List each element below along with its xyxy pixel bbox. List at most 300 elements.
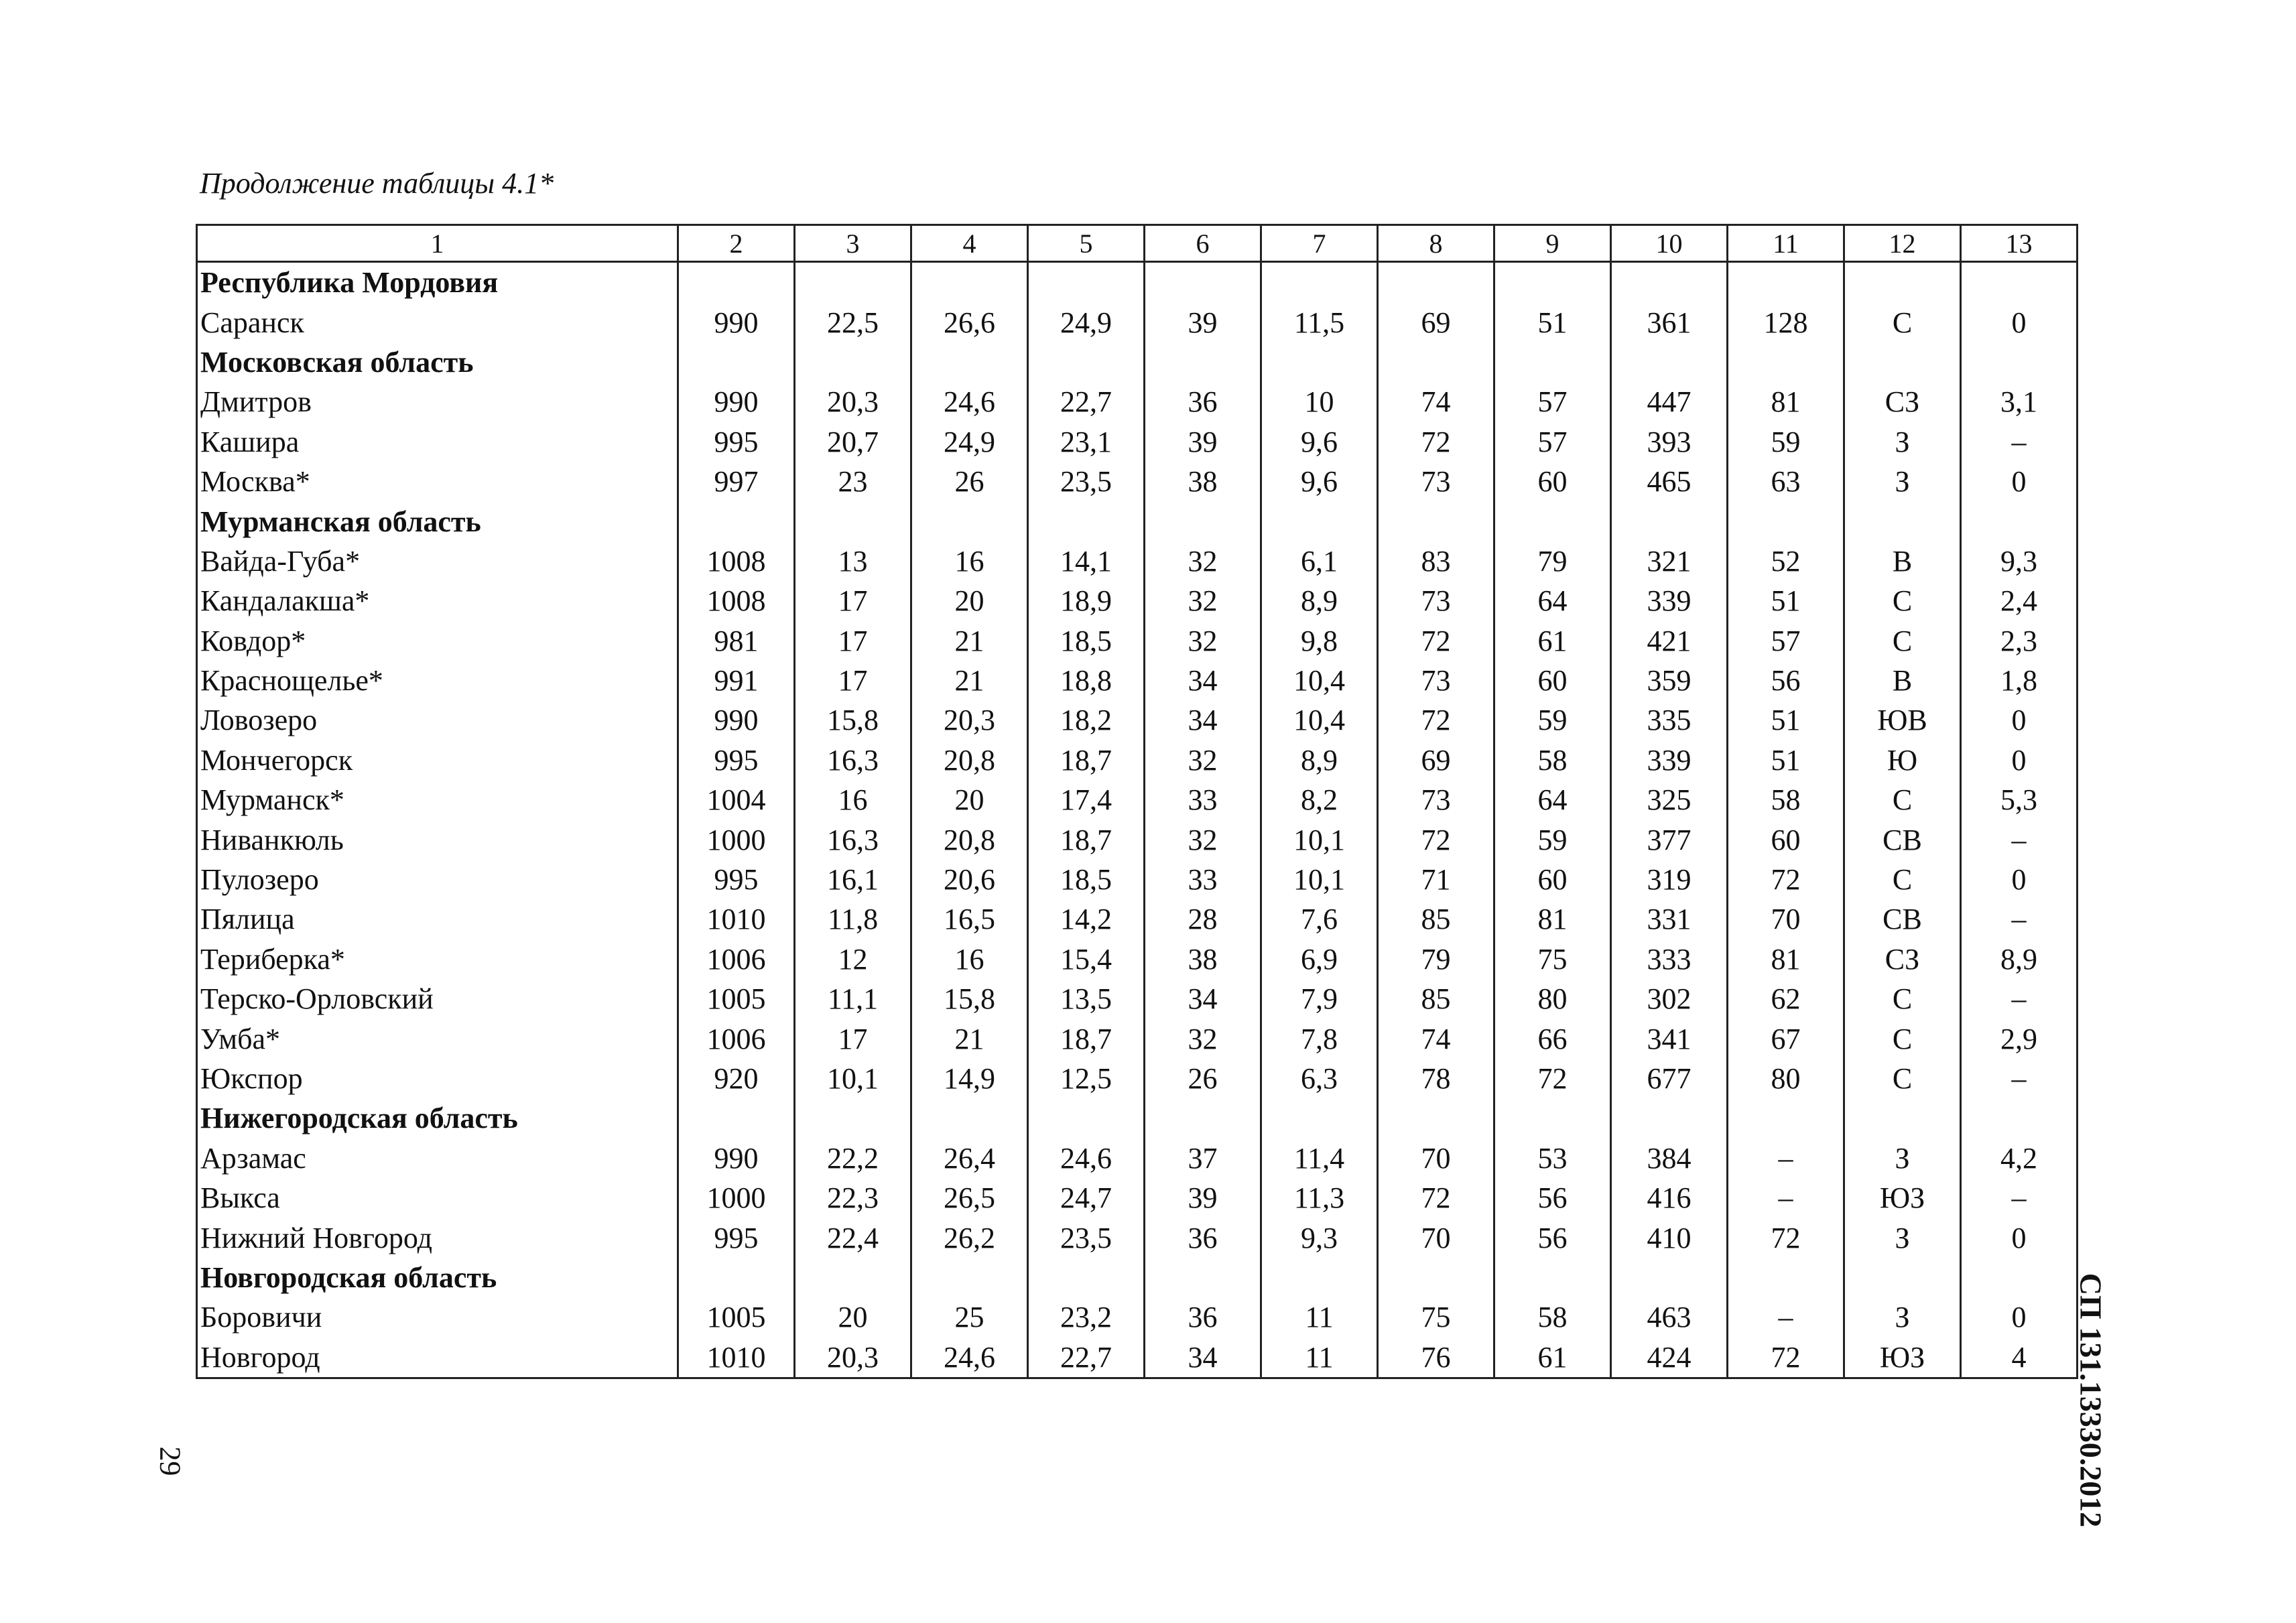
table-cell: 7,6 — [1261, 899, 1378, 939]
table-row — [197, 700, 2078, 740]
table-cell: 51 — [1728, 581, 1844, 621]
table-cell: 20 — [795, 1297, 911, 1337]
table-cell: 319 — [1611, 860, 1728, 899]
table-cell: 1005 — [678, 1297, 795, 1337]
table-cell: 339 — [1611, 581, 1728, 621]
table-cell: 23,2 — [1028, 1297, 1145, 1337]
table-cell: 18,7 — [1028, 740, 1145, 780]
table-cell: 393 — [1611, 422, 1728, 462]
header-cell: 1 — [197, 225, 678, 262]
table-cell: 6,9 — [1261, 939, 1378, 979]
table-cell: 24,6 — [1028, 1139, 1145, 1178]
table-cell: 20,3 — [795, 382, 911, 421]
table-cell: 72 — [1728, 1338, 1844, 1378]
header-cell: 13 — [1961, 225, 2078, 262]
table-cell: 72 — [1728, 1218, 1844, 1257]
table-cell — [1728, 1258, 1844, 1297]
table-cell: 72 — [1728, 860, 1844, 899]
table-cell — [1728, 342, 1844, 382]
table-cell: З — [1844, 1297, 1961, 1337]
region-name: Новгородская область — [197, 1258, 678, 1297]
city-name: Вайда-Губа* — [197, 541, 678, 581]
header-cell: 12 — [1844, 225, 1961, 262]
table-cell: В — [1844, 661, 1961, 700]
table-row — [197, 1059, 2078, 1098]
table-cell: 59 — [1494, 820, 1611, 859]
table-cell: 18,9 — [1028, 581, 1145, 621]
table-cell: 85 — [1378, 899, 1494, 939]
table-cell: 9,8 — [1261, 621, 1378, 661]
city-name: Нижний Новгород — [197, 1218, 678, 1257]
table-cell: 10,1 — [1261, 860, 1378, 899]
table-cell: 981 — [678, 621, 795, 661]
table-row — [197, 382, 2078, 421]
table-cell: 56 — [1728, 661, 1844, 700]
table-row — [197, 820, 2078, 859]
table-cell: 32 — [1145, 581, 1261, 621]
table-cell: 83 — [1378, 541, 1494, 581]
table-cell — [1378, 1098, 1494, 1138]
table-cell: 23,5 — [1028, 1218, 1145, 1257]
table-cell: 32 — [1145, 621, 1261, 661]
table-cell: 81 — [1728, 939, 1844, 979]
table-cell: 325 — [1611, 780, 1728, 820]
table-row — [197, 1297, 2078, 1337]
table-cell — [1028, 1258, 1145, 1297]
city-name: Териберка* — [197, 939, 678, 979]
table-cell: 22,2 — [795, 1139, 911, 1178]
table-cell: 39 — [1145, 1178, 1261, 1218]
table-row — [197, 1178, 2078, 1218]
table-cell: 26 — [911, 462, 1028, 501]
table-cell: 73 — [1378, 581, 1494, 621]
table-cell: 1000 — [678, 820, 795, 859]
region-name: Мурманская область — [197, 501, 678, 541]
table-cell: 410 — [1611, 1218, 1728, 1257]
table-cell: 73 — [1378, 661, 1494, 700]
table-cell: 2,9 — [1961, 1019, 2078, 1058]
table-cell: 32 — [1145, 740, 1261, 780]
table-cell: 335 — [1611, 700, 1728, 740]
table-cell: 10 — [1261, 382, 1378, 421]
table-cell: 53 — [1494, 1139, 1611, 1178]
table-cell: 26,2 — [911, 1218, 1028, 1257]
table-cell: 74 — [1378, 382, 1494, 421]
region-row — [197, 1098, 2078, 1138]
table-cell — [1261, 1098, 1378, 1138]
table-cell: 17 — [795, 1019, 911, 1058]
table-cell: 61 — [1494, 1338, 1611, 1378]
table-cell: 81 — [1494, 899, 1611, 939]
table-row — [197, 462, 2078, 501]
table-cell: 56 — [1494, 1178, 1611, 1218]
table-cell — [1261, 1258, 1378, 1297]
table-row — [197, 1019, 2078, 1058]
table-cell: 14,9 — [911, 1059, 1028, 1098]
table-cell: 18,5 — [1028, 860, 1145, 899]
city-name: Кашира — [197, 422, 678, 462]
table-cell: 57 — [1728, 621, 1844, 661]
table-cell: 20,3 — [795, 1338, 911, 1378]
city-name: Пулозеро — [197, 860, 678, 899]
city-name: Мончегорск — [197, 740, 678, 780]
table-cell — [1611, 1258, 1728, 1297]
table-cell: С — [1844, 979, 1961, 1019]
table-cell: 10,1 — [1261, 820, 1378, 859]
table-cell: 4,2 — [1961, 1139, 2078, 1178]
table-cell — [1494, 501, 1611, 541]
table-cell: С — [1844, 581, 1961, 621]
table-cell: 1006 — [678, 1019, 795, 1058]
table-cell: 11,5 — [1261, 302, 1378, 342]
table-cell: 26,5 — [911, 1178, 1028, 1218]
table-cell: С — [1844, 860, 1961, 899]
table-cell: 72 — [1378, 700, 1494, 740]
table-cell: 6,3 — [1261, 1059, 1378, 1098]
table-cell: – — [1728, 1297, 1844, 1337]
table-cell — [1028, 342, 1145, 382]
table-cell: 10,1 — [795, 1059, 911, 1098]
table-cell: 991 — [678, 661, 795, 700]
region-row — [197, 262, 2078, 303]
table-cell: 34 — [1145, 661, 1261, 700]
table-cell: 677 — [1611, 1059, 1728, 1098]
page-number: 29 — [153, 1446, 187, 1476]
table-cell — [1261, 262, 1378, 303]
table-cell: 61 — [1494, 621, 1611, 661]
table-cell: – — [1728, 1139, 1844, 1178]
table-cell: 20,6 — [911, 860, 1028, 899]
table-cell: 66 — [1494, 1019, 1611, 1058]
table-cell — [1844, 262, 1961, 303]
table-cell: 11,8 — [795, 899, 911, 939]
table-cell: 11 — [1261, 1338, 1378, 1378]
table-cell: З — [1844, 1218, 1961, 1257]
table-cell: – — [1728, 1178, 1844, 1218]
region-name: Республика Мордовия — [197, 262, 678, 303]
table-cell: З — [1844, 462, 1961, 501]
table-cell: – — [1961, 820, 2078, 859]
table-cell: 6,1 — [1261, 541, 1378, 581]
table-cell: 1010 — [678, 899, 795, 939]
table-cell: 25 — [911, 1297, 1028, 1337]
table-cell: С — [1844, 1019, 1961, 1058]
table-cell: 23,5 — [1028, 462, 1145, 501]
table-cell — [1728, 501, 1844, 541]
table-cell: С — [1844, 302, 1961, 342]
table-cell: 23 — [795, 462, 911, 501]
city-name: Умба* — [197, 1019, 678, 1058]
table-cell — [1378, 1258, 1494, 1297]
table-cell: Ю — [1844, 740, 1961, 780]
table-cell: 0 — [1961, 1297, 2078, 1337]
table-cell — [1844, 342, 1961, 382]
table-cell: 75 — [1494, 939, 1611, 979]
table-cell — [1844, 1258, 1961, 1297]
table-cell: 997 — [678, 462, 795, 501]
table-cell: 9,3 — [1261, 1218, 1378, 1257]
table-cell: 0 — [1961, 740, 2078, 780]
table-cell: 72 — [1494, 1059, 1611, 1098]
table-cell: 13 — [795, 541, 911, 581]
city-name: Краснощелье* — [197, 661, 678, 700]
table-cell — [1028, 262, 1145, 303]
table-cell: 14,1 — [1028, 541, 1145, 581]
table-cell: 1005 — [678, 979, 795, 1019]
table-cell: 995 — [678, 860, 795, 899]
table-cell: 331 — [1611, 899, 1728, 939]
table-cell: 20,8 — [911, 820, 1028, 859]
table-cell — [795, 262, 911, 303]
table-row — [197, 581, 2078, 621]
table-cell — [1261, 342, 1378, 382]
table-cell: 36 — [1145, 1297, 1261, 1337]
table-cell — [678, 1098, 795, 1138]
table-row — [197, 979, 2078, 1019]
table-cell: 28 — [1145, 899, 1261, 939]
table-cell: – — [1961, 422, 2078, 462]
table-cell: 17 — [795, 661, 911, 700]
table-cell: 60 — [1494, 860, 1611, 899]
table-cell: 24,9 — [911, 422, 1028, 462]
region-row — [197, 501, 2078, 541]
table-cell: В — [1844, 541, 1961, 581]
table-row — [197, 1338, 2078, 1378]
table-cell — [1961, 1258, 2078, 1297]
table-cell: 58 — [1728, 780, 1844, 820]
header-cell: 3 — [795, 225, 911, 262]
table-cell: 15,4 — [1028, 939, 1145, 979]
table-cell: 15,8 — [911, 979, 1028, 1019]
region-name: Московская область — [197, 342, 678, 382]
table-cell: 60 — [1494, 462, 1611, 501]
table-cell: 21 — [911, 661, 1028, 700]
table-cell: 18,8 — [1028, 661, 1145, 700]
table-cell: 20,3 — [911, 700, 1028, 740]
table-cell: 70 — [1378, 1218, 1494, 1257]
table-cell: 0 — [1961, 860, 2078, 899]
table-cell: 73 — [1378, 462, 1494, 501]
table-cell: 32 — [1145, 541, 1261, 581]
table-cell: 71 — [1378, 860, 1494, 899]
table-cell: 51 — [1494, 302, 1611, 342]
table-cell — [1611, 501, 1728, 541]
table-cell: 3,1 — [1961, 382, 2078, 421]
table-cell: 11,1 — [795, 979, 911, 1019]
table-cell: 990 — [678, 700, 795, 740]
table-cell: 995 — [678, 422, 795, 462]
table-cell — [911, 1098, 1028, 1138]
table-cell: – — [1961, 899, 2078, 939]
table-cell — [1494, 1258, 1611, 1297]
table-cell — [1961, 262, 2078, 303]
table-cell: 11,3 — [1261, 1178, 1378, 1218]
table-cell: 72 — [1378, 1178, 1494, 1218]
table-cell: 73 — [1378, 780, 1494, 820]
table-cell: 2,4 — [1961, 581, 2078, 621]
table-cell: 7,9 — [1261, 979, 1378, 1019]
table-cell: 56 — [1494, 1218, 1611, 1257]
table-cell: 1006 — [678, 939, 795, 979]
table-cell — [1028, 1098, 1145, 1138]
table-row — [197, 302, 2078, 342]
table-row — [197, 422, 2078, 462]
table-cell: 359 — [1611, 661, 1728, 700]
table-cell: 52 — [1728, 541, 1844, 581]
table-cell: 16,1 — [795, 860, 911, 899]
table-cell: 26 — [1145, 1059, 1261, 1098]
city-name: Выкса — [197, 1178, 678, 1218]
table-cell — [795, 1098, 911, 1138]
table-cell: 22,3 — [795, 1178, 911, 1218]
table-cell: 0 — [1961, 302, 2078, 342]
table-row — [197, 661, 2078, 700]
table-cell — [1961, 1098, 2078, 1138]
table-cell: 15,8 — [795, 700, 911, 740]
table-cell: СЗ — [1844, 939, 1961, 979]
table-cell: 78 — [1378, 1059, 1494, 1098]
region-row — [197, 342, 2078, 382]
table-cell: 16,3 — [795, 740, 911, 780]
table-cell: 0 — [1961, 462, 2078, 501]
table-cell — [911, 342, 1028, 382]
table-cell: 16 — [911, 939, 1028, 979]
table-cell: 80 — [1494, 979, 1611, 1019]
table-cell: 60 — [1728, 820, 1844, 859]
table-cell: 341 — [1611, 1019, 1728, 1058]
header-row — [197, 225, 2078, 262]
table-cell: 990 — [678, 382, 795, 421]
table-cell: 416 — [1611, 1178, 1728, 1218]
table-cell: 39 — [1145, 302, 1261, 342]
table-cell: 1004 — [678, 780, 795, 820]
city-name: Ниванкюль — [197, 820, 678, 859]
table-cell: 18,7 — [1028, 820, 1145, 859]
table-cell: С — [1844, 621, 1961, 661]
table-cell: 60 — [1494, 661, 1611, 700]
table-row — [197, 1139, 2078, 1178]
table-cell — [678, 342, 795, 382]
table-cell: 70 — [1378, 1139, 1494, 1178]
table-cell: 5,3 — [1961, 780, 2078, 820]
table-cell: 377 — [1611, 820, 1728, 859]
table-cell: 447 — [1611, 382, 1728, 421]
document-code: СП 131.13330.2012 — [2074, 1273, 2108, 1528]
table-cell: 24,6 — [911, 382, 1028, 421]
city-name: Дмитров — [197, 382, 678, 421]
city-name: Ловозеро — [197, 700, 678, 740]
table-cell: 22,7 — [1028, 382, 1145, 421]
table-cell: 70 — [1728, 899, 1844, 939]
table-cell: 51 — [1728, 740, 1844, 780]
table-cell: 20 — [911, 581, 1028, 621]
table-row — [197, 621, 2078, 661]
table-caption: Продолжение таблицы 4.1* — [200, 167, 554, 200]
table-row — [197, 740, 2078, 780]
table-cell: 17 — [795, 621, 911, 661]
city-name: Ковдор* — [197, 621, 678, 661]
table-cell: 990 — [678, 1139, 795, 1178]
table-cell — [678, 1258, 795, 1297]
table-cell — [911, 262, 1028, 303]
table-cell — [1145, 1098, 1261, 1138]
table-cell: 80 — [1728, 1059, 1844, 1098]
table-cell: 384 — [1611, 1139, 1728, 1178]
city-name: Арзамас — [197, 1139, 678, 1178]
table-cell — [1494, 262, 1611, 303]
table-cell: З — [1844, 422, 1961, 462]
table-cell: 18,5 — [1028, 621, 1145, 661]
table-cell: 302 — [1611, 979, 1728, 1019]
table-cell: 57 — [1494, 422, 1611, 462]
table-cell: 4 — [1961, 1338, 2078, 1378]
city-name: Москва* — [197, 462, 678, 501]
table-cell — [1145, 262, 1261, 303]
table-cell: 9,3 — [1961, 541, 2078, 581]
table-cell: ЮВ — [1844, 700, 1961, 740]
table-cell: 0 — [1961, 700, 2078, 740]
table-cell: 17 — [795, 581, 911, 621]
table-cell: 22,5 — [795, 302, 911, 342]
table-cell: 20 — [911, 780, 1028, 820]
table-cell: 33 — [1145, 780, 1261, 820]
table-cell: 72 — [1378, 621, 1494, 661]
table-cell: 38 — [1145, 462, 1261, 501]
table-cell: 1000 — [678, 1178, 795, 1218]
table-cell: 11 — [1261, 1297, 1378, 1337]
table-cell — [1261, 501, 1378, 541]
city-name: Кандалакша* — [197, 581, 678, 621]
table-cell: 16 — [795, 780, 911, 820]
table-cell — [1028, 501, 1145, 541]
table-cell: 465 — [1611, 462, 1728, 501]
table-cell: 8,9 — [1261, 740, 1378, 780]
table-cell — [795, 501, 911, 541]
table-cell: З — [1844, 1139, 1961, 1178]
table-cell: 17,4 — [1028, 780, 1145, 820]
table-cell: 32 — [1145, 820, 1261, 859]
region-row — [197, 1258, 2078, 1297]
table-cell: 69 — [1378, 302, 1494, 342]
table-cell: 58 — [1494, 1297, 1611, 1337]
table-cell: 22,4 — [795, 1218, 911, 1257]
table-row — [197, 780, 2078, 820]
table-cell: 1008 — [678, 581, 795, 621]
city-name: Пялица — [197, 899, 678, 939]
table-cell: 13,5 — [1028, 979, 1145, 1019]
table-cell: – — [1961, 1178, 2078, 1218]
table-cell: 26,4 — [911, 1139, 1028, 1178]
table-cell: 23,1 — [1028, 422, 1145, 462]
table-cell — [1378, 342, 1494, 382]
table-cell: 24,9 — [1028, 302, 1145, 342]
table-cell: СВ — [1844, 899, 1961, 939]
table-cell: 69 — [1378, 740, 1494, 780]
table-cell — [795, 1258, 911, 1297]
table-cell: 8,2 — [1261, 780, 1378, 820]
table-cell — [1728, 262, 1844, 303]
table-cell: 22,7 — [1028, 1338, 1145, 1378]
table-cell: 995 — [678, 1218, 795, 1257]
table-cell: 10,4 — [1261, 661, 1378, 700]
table-cell: 7,8 — [1261, 1019, 1378, 1058]
table-cell: 64 — [1494, 780, 1611, 820]
table-row — [197, 899, 2078, 939]
table-cell: 34 — [1145, 700, 1261, 740]
table-cell: 14,2 — [1028, 899, 1145, 939]
city-name: Новгород — [197, 1338, 678, 1378]
table-row — [197, 939, 2078, 979]
